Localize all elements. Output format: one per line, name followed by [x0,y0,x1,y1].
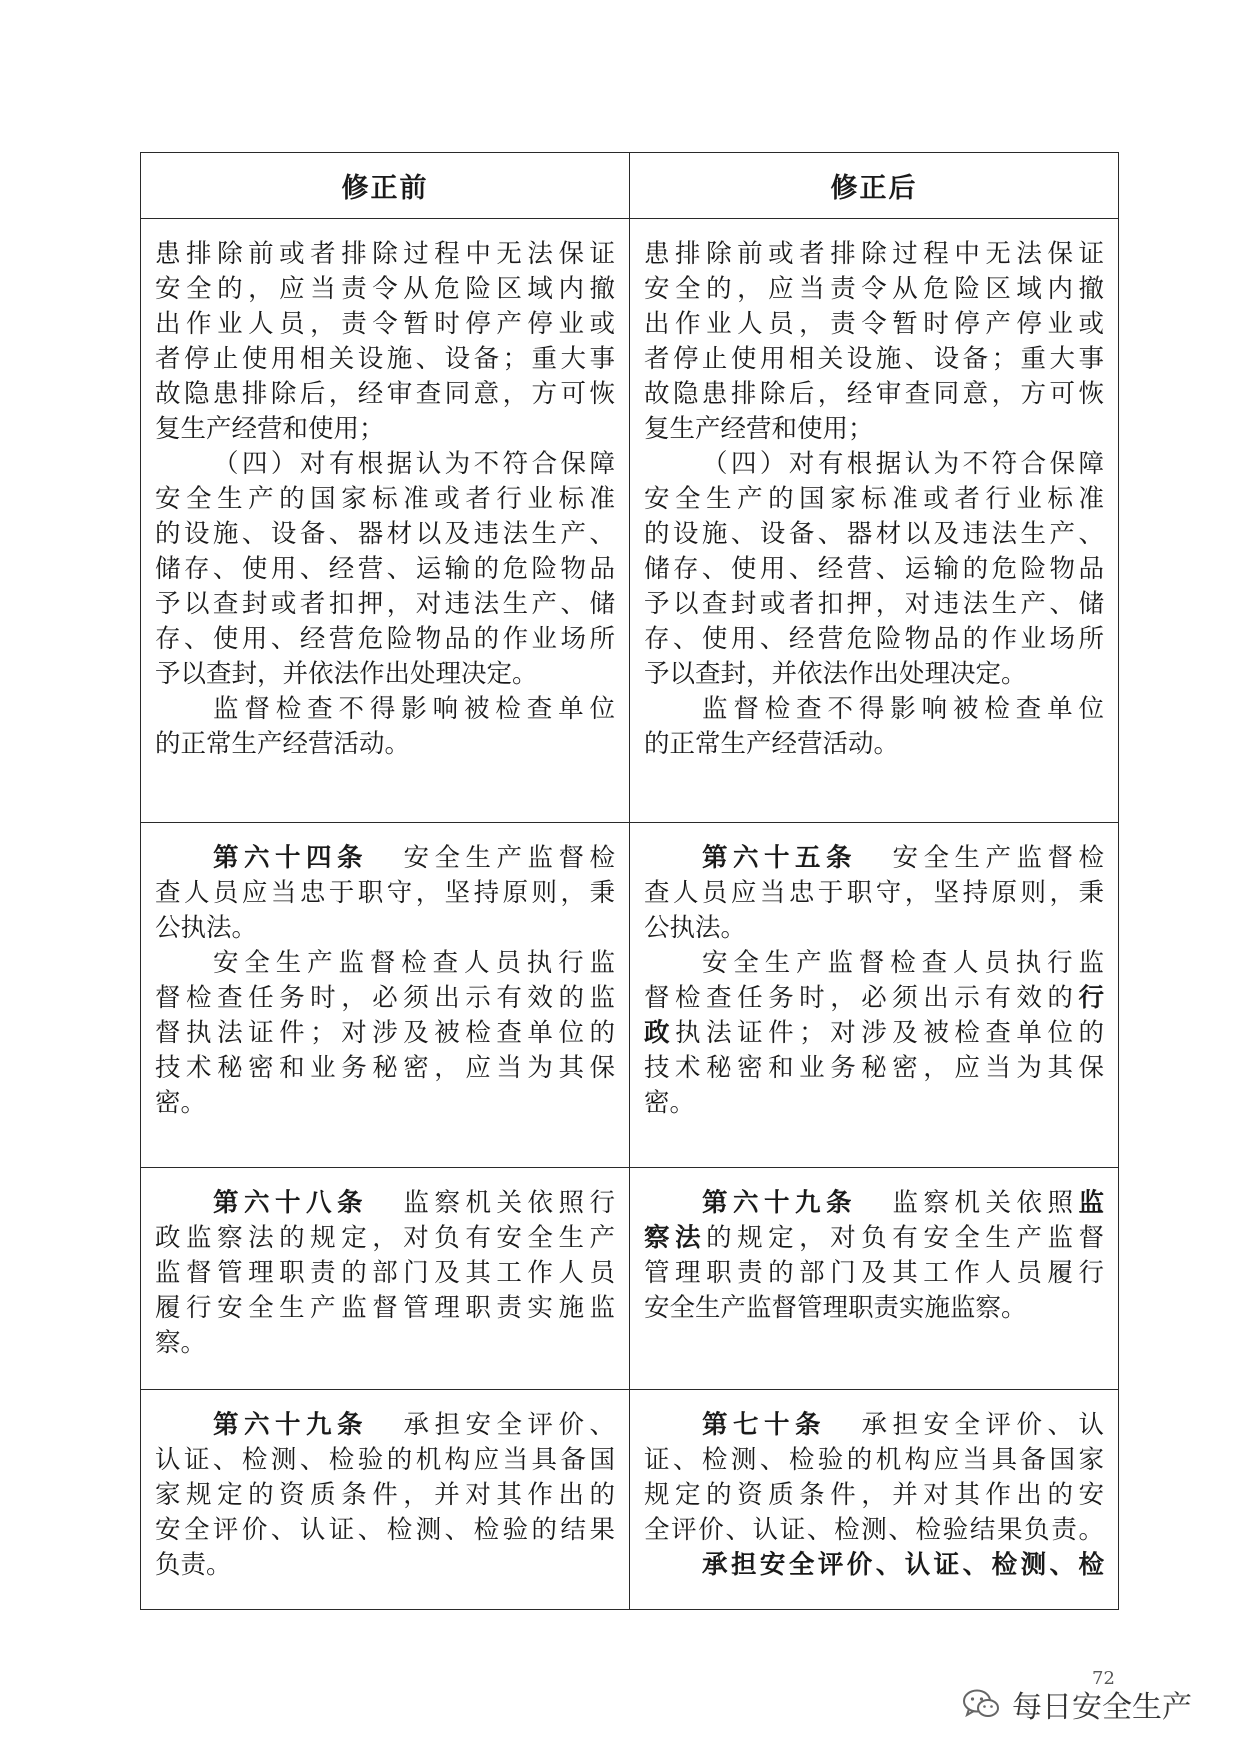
text-line: 患排除前或者排除过程中无法保证 [644,239,1104,269]
text-line: 公执法。 [644,913,747,943]
text-line: 储存、使用、经营、运输的危险物品 [644,554,1104,584]
table-row [141,219,1119,823]
text-line: 存、使用、经营危险物品的作业场所 [155,624,615,654]
text-span: 承担安全评价、认 [856,1410,1104,1440]
table-row [141,1168,1119,1390]
text-line: 存、使用、经营危险物品的作业场所 [644,624,1104,654]
text-span: 的规定，对负有安全生产监督 [706,1223,1104,1253]
article-number: 第六十九条 [702,1188,857,1218]
cell-after [630,219,1119,823]
text-line: 予以查封或者扣押，对违法生产、储 [155,589,615,619]
article-number: 第六十八条 [213,1188,368,1218]
text-line [644,1548,1104,1583]
watermark-text: 每日安全生产 [1012,1690,1192,1725]
cell-before [141,823,630,1168]
text-line: 安全生产的国家标准或者行业标准 [155,484,615,514]
text-line: 技术秘密和业务秘密，应当为其保 [644,1053,1104,1083]
article-number: 第六十五条 [702,843,857,873]
text-line: 督检查任务时，必须出示有效的监 [155,983,615,1013]
text-line: 监督检查不得影响被检查单位 [213,694,615,724]
text-line: 储存、使用、经营、运输的危险物品 [155,554,615,584]
page-number: 72 [1092,1668,1115,1689]
text-line: （四）对有根据认为不符合保障 [702,449,1104,479]
article-number: 第六十九条 [213,1410,368,1440]
text-line [644,1408,1104,1443]
table-row [141,1390,1119,1610]
text-span: 监察机关依照 [886,1188,1079,1218]
text-line: 家规定的资质条件，并对其作出的 [155,1480,615,1510]
text-line: 复生产经营和使用； [155,414,385,444]
text-span: 监察机关依照行 [398,1188,615,1218]
text-span: 安全生产监督检 [398,843,615,873]
text-line: 予以查封或者扣押，对违法生产、储 [644,589,1104,619]
text-line: 故隐患排除后，经审查同意，方可恢 [644,379,1104,409]
cell-after [630,1168,1119,1390]
text-line: 的正常生产经营活动。 [644,729,900,759]
text-line: 督执法证件；对涉及被检查单位的 [155,1018,615,1048]
text-line: 安全生产监督管理职责实施监察。 [644,1293,1027,1323]
text-line: 查人员应当忠于职守，坚持原则，秉 [155,878,615,908]
text-line: 证、检测、检验的机构应当具备国家 [644,1445,1104,1475]
text-line: 的设施、设备、器材以及违法生产、 [644,519,1104,549]
text-line: 全评价、认证、检测、检验结果负责。 [644,1515,1104,1545]
text-line: 安全生产监督检查人员执行监 [702,948,1104,978]
watermark [962,1682,1192,1726]
text-line: 密。 [155,1088,207,1118]
text-line: 安全的，应当责令从危险区域内撤 [155,274,615,304]
header-after: 修正后 [630,153,1119,219]
text-line: 出作业人员，责令暂时停产停业或 [644,309,1104,339]
text-span: 承担安全评价、 [398,1410,615,1440]
text-line: 认证、检测、检验的机构应当具备国 [155,1445,615,1475]
text-line [644,841,1104,876]
text-line: 监督检查不得影响被检查单位 [702,694,1104,724]
text-line: （四）对有根据认为不符合保障 [213,449,615,479]
amended-text: 监 [1078,1188,1104,1218]
table-row [141,823,1119,1168]
text-line [155,1408,615,1443]
text-line: 察。 [155,1328,207,1358]
amended-text: 行 [1078,983,1104,1013]
text-line: 出作业人员，责令暂时停产停业或 [155,309,615,339]
text-line: 安全的，应当责令从危险区域内撤 [644,274,1104,304]
text-span: 安全生产监督检 [887,843,1104,873]
text-line [644,1186,1104,1221]
text-line: 复生产经营和使用； [644,414,874,444]
amended-text: 政 [644,1018,676,1048]
text-span: 督检查任务时，必须出示有效的 [644,983,1079,1013]
cell-before [141,1168,630,1390]
text-span: 执法证件；对涉及被检查单位的 [675,1018,1104,1048]
header-before: 修正前 [141,153,630,219]
text-line: 公执法。 [155,913,258,943]
table-header-row [141,153,1119,219]
text-line: 者停止使用相关设施、设备；重大事 [155,344,615,374]
text-line [155,1186,615,1221]
cell-after [630,1390,1119,1610]
text-line: 者停止使用相关设施、设备；重大事 [644,344,1104,374]
text-line: 规定的资质条件，并对其作出的安 [644,1480,1104,1510]
text-line: 管理职责的部门及其工作人员履行 [644,1258,1104,1288]
text-line: 予以查封，并依法作出处理决定。 [644,659,1027,689]
text-line: 安全生产监督检查人员执行监 [213,948,615,978]
article-number: 第七十条 [702,1410,826,1440]
text-line: 故隐患排除后，经审查同意，方可恢 [155,379,615,409]
text-line: 技术秘密和业务秘密，应当为其保 [155,1053,615,1083]
amended-text: 承担安全评价、认证、检测、检 [702,1550,1104,1580]
text-line: 查人员应当忠于职守，坚持原则，秉 [644,878,1104,908]
text-line [644,1016,1104,1051]
text-line: 的设施、设备、器材以及违法生产、 [155,519,615,549]
cell-before [141,1390,630,1610]
amended-text: 察法 [644,1223,707,1253]
text-line [644,1221,1104,1256]
wechat-icon [962,1688,1000,1720]
text-line [644,981,1104,1016]
text-line: 监督管理职责的部门及其工作人员 [155,1258,615,1288]
text-line: 安全生产的国家标准或者行业标准 [644,484,1104,514]
text-line: 患排除前或者排除过程中无法保证 [155,239,615,269]
article-number: 第六十四条 [213,843,368,873]
text-line: 的正常生产经营活动。 [155,729,411,759]
text-line: 予以查封，并依法作出处理决定。 [155,659,538,689]
cell-before [141,219,630,823]
text-line [155,841,615,876]
text-line: 密。 [644,1088,696,1118]
cell-after [630,823,1119,1168]
text-line: 负责。 [155,1550,232,1580]
text-line: 履行安全生产监督管理职责实施监 [155,1293,615,1323]
text-line: 政监察法的规定，对负有安全生产 [155,1223,615,1253]
text-line: 安全评价、认证、检测、检验的结果 [155,1515,615,1545]
comparison-table [140,152,1119,1610]
